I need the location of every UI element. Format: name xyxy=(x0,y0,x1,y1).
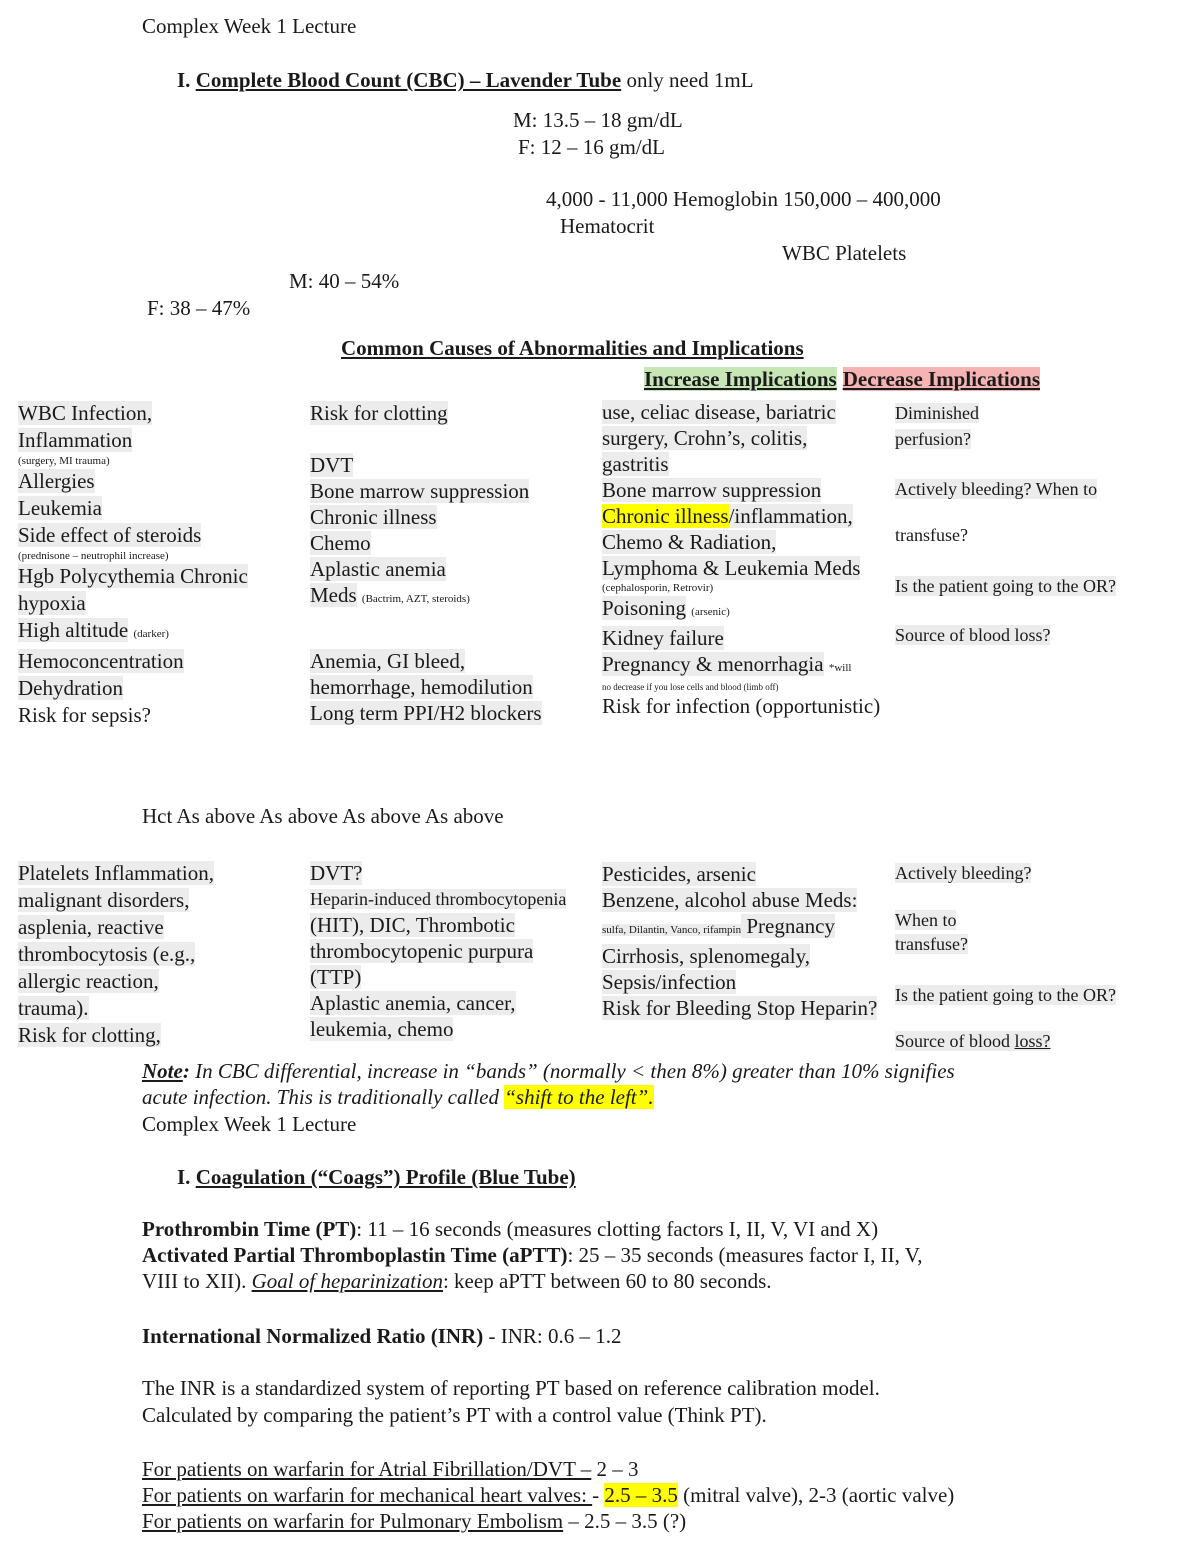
cause-item: High altitude xyxy=(18,618,129,642)
warfarin-valve-range: (mitral valve), 2-3 (aortic valve) xyxy=(677,1483,955,1507)
decrease-implication-item: Is the patient going to the OR? xyxy=(895,576,1116,596)
decrease-cause-item: Meds xyxy=(310,583,357,607)
decrease-cause-item: Pesticides, arsenic xyxy=(602,862,756,886)
cause-note: sulfa, Dilantin, Vanco, rifampin xyxy=(602,924,742,936)
cause-note: (prednisone – neutrophil increase) xyxy=(18,550,169,562)
cause-item: Leukemia xyxy=(18,496,102,520)
wbc-platelets-label: WBC Platelets xyxy=(782,241,907,265)
decrease-cause-item: Chemo & Radiation, xyxy=(602,530,777,554)
cause-note: (surgery, MI trauma) xyxy=(18,455,110,467)
aptt-line-2 xyxy=(142,1271,772,1292)
cause-note: (arsenic) xyxy=(691,606,730,618)
decrease-cause-item: Lymphoma & Leukemia Meds xyxy=(602,556,861,580)
note-label: Note xyxy=(142,1059,183,1083)
cause-note: *will xyxy=(828,662,852,674)
coag-heading xyxy=(177,1167,576,1188)
cause-item: asplenia, reactive xyxy=(18,915,164,939)
inr-label: International Normalized Ratio (INR) xyxy=(142,1324,484,1348)
decrease-implication-item: transfuse? xyxy=(895,525,968,545)
page-title-repeat: Complex Week 1 Lecture xyxy=(142,1112,357,1136)
cause-item: allergic reaction, xyxy=(18,969,159,993)
note-text: acute infection. This is traditionally called xyxy=(142,1085,505,1109)
inr-line xyxy=(142,1326,621,1347)
implication-item: DVT? xyxy=(310,861,363,885)
decrease-cause-item: Sepsis/infection xyxy=(602,970,737,994)
decrease-implication-item: When to xyxy=(895,910,957,930)
decrease-cause-item: Cirrhosis, splenomegaly, xyxy=(602,944,811,968)
warfarin-afib-label: For patients on warfarin for Atrial Fibrillation/DVT – xyxy=(142,1457,592,1481)
page-title: Complex Week 1 Lecture xyxy=(142,14,357,38)
platelets-increase-causes: Platelets Inflammation, xyxy=(18,861,214,885)
cause-item: Dehydration xyxy=(18,676,123,700)
decrease-cause-item: Long term PPI/H2 blockers xyxy=(310,701,542,725)
note-line-1 xyxy=(142,1061,955,1082)
warfarin-pe-label: For patients on warfarin for Pulmonary Embolism xyxy=(142,1509,564,1533)
decrease-cause-item: Risk for infection (opportunistic) xyxy=(602,694,881,718)
cause-item: hypoxia xyxy=(18,591,86,615)
hct-female-range: F: 38 – 47% xyxy=(147,296,251,320)
decrease-cause-item: Aplastic anemia, cancer, xyxy=(310,991,516,1015)
decrease-cause-item: Aplastic anemia xyxy=(310,557,446,581)
cause-item: malignant disorders, xyxy=(18,888,190,912)
cbc-values-line: 4,000 - 11,000 Hemoglobin 150,000 – 400,000 xyxy=(546,187,941,211)
decrease-cause-item: hemorrhage, hemodilution xyxy=(310,675,533,699)
decrease-cause-item: Poisoning xyxy=(602,596,687,620)
cause-item: Side effect of steroids xyxy=(18,523,202,547)
pt-label: Prothrombin Time (PT) xyxy=(142,1217,357,1241)
cbc-title-suffix: only need 1mL xyxy=(621,68,754,92)
cause-item: Allergies xyxy=(18,469,95,493)
implications-header xyxy=(644,369,1040,390)
cause-note: (darker) xyxy=(133,628,169,640)
cause-note: no decrease if you lose cells and blood (limb off) xyxy=(602,682,779,692)
cbc-heading xyxy=(177,70,754,91)
implication-item: Heparin-induced thrombocytopenia xyxy=(310,889,567,909)
decrease-implication-item: Risk for Bleeding Stop Heparin? xyxy=(602,996,878,1020)
cbc-section-number: I. xyxy=(177,68,191,92)
decrease-cause-item: Kidney failure xyxy=(602,626,724,650)
goal-label: Goal of heparinization xyxy=(251,1269,443,1293)
goal-text: : keep aPTT between 60 to 80 seconds. xyxy=(442,1269,772,1293)
hematocrit-label: Hematocrit xyxy=(560,214,655,238)
decrease-implication-item: Actively bleeding? When to xyxy=(895,479,1098,499)
decrease-cause-item: Pregnancy & menorrhagia xyxy=(602,652,824,676)
implication-item: thrombocytopenic purpura xyxy=(310,939,534,963)
warfarin-valve-label: For patients on warfarin for mechanical heart valves: xyxy=(142,1483,593,1507)
block2-col1 xyxy=(18,860,214,1049)
aptt-label: Activated Partial Thromboplastin Time (aPTT) xyxy=(142,1243,568,1267)
hct-row: Hct As above As above As above As above xyxy=(142,804,504,828)
cause-item: Inflammation xyxy=(18,428,133,452)
decrease-cause-item: Chemo xyxy=(310,531,371,555)
warfarin-afib-line xyxy=(142,1459,639,1480)
decrease-implication-item: Source of blood loss? xyxy=(895,625,1051,645)
cause-item: Risk for sepsis? xyxy=(18,703,151,727)
hgb-increase-causes: Hgb Polycythemia Chronic xyxy=(18,564,248,588)
hct-male-range: M: 40 – 54% xyxy=(289,269,400,293)
cause-item: Risk for clotting, xyxy=(18,1023,161,1047)
warfarin-afib-range: 2 – 3 xyxy=(591,1457,639,1481)
hgb-male-range: M: 13.5 – 18 gm/dL xyxy=(513,108,683,132)
note-colon: : xyxy=(182,1059,190,1083)
decrease-implication-item: Is the patient going to the OR? xyxy=(895,985,1116,1005)
decrease-implications-label: Decrease Implications xyxy=(842,367,1041,391)
decrease-implication-item: Actively bleeding? xyxy=(895,863,1032,883)
note-line-2 xyxy=(142,1087,654,1108)
pt-text: : 11 – 16 seconds (measures clotting factors I, II, V, VI and X) xyxy=(356,1217,879,1241)
hgb-female-range: F: 12 – 16 gm/dL xyxy=(518,135,666,159)
pt-line xyxy=(142,1219,878,1240)
block1-col4 xyxy=(895,400,1116,648)
inr-text: - INR: 0.6 – 1.2 xyxy=(483,1324,622,1348)
block1-col1 xyxy=(18,400,248,729)
block1-col2 xyxy=(310,400,542,726)
block2-col4 xyxy=(895,860,1116,1054)
warfarin-valve-line xyxy=(142,1485,954,1506)
cbc-title: Complete Blood Count (CBC) – Lavender Tube xyxy=(195,68,622,92)
decrease-cause-item: Chronic illness xyxy=(310,505,437,529)
decrease-cause-item: DVT xyxy=(310,453,354,477)
wbc-increase-causes: WBC Infection, xyxy=(18,401,153,425)
warfarin-valve-dash: - xyxy=(592,1483,605,1507)
cause-item: thrombocytosis (e.g., xyxy=(18,942,196,966)
causes-heading: Common Causes of Abnormalities and Implications xyxy=(341,336,804,360)
decrease-cause-item: gastritis xyxy=(602,452,669,476)
decrease-cause-item: Benzene, alcohol abuse Meds: xyxy=(602,888,858,912)
aptt-text: : 25 – 35 seconds (measures factor I, II, V, xyxy=(567,1243,923,1267)
implication-item: Risk for clotting xyxy=(310,401,448,425)
block1-col3 xyxy=(602,399,880,719)
decrease-cause-item: Bone marrow suppression xyxy=(602,478,822,502)
decrease-cause-item: Bone marrow suppression xyxy=(310,479,530,503)
decrease-cause-item: /inflammation, xyxy=(728,504,853,528)
warfarin-pe-range: – 2.5 – 3.5 (?) xyxy=(563,1509,687,1533)
increase-implications-label: Increase Implications xyxy=(644,367,837,391)
decrease-implication-item: loss? xyxy=(1014,1031,1051,1051)
cause-item: trauma). xyxy=(18,996,89,1020)
decrease-cause-item: use, celiac disease, bariatric xyxy=(602,400,836,424)
implication-item: (TTP) xyxy=(310,965,362,989)
implication-item: (HIT), DIC, Thrombotic xyxy=(310,913,515,937)
inr-description-1: The INR is a standardized system of reporting PT based on reference calibration model. xyxy=(142,1376,880,1400)
decrease-implication-item: Diminished xyxy=(895,403,979,423)
cause-note: (cephalosporin, Retrovir) xyxy=(602,582,714,594)
cause-item: Hemoconcentration xyxy=(18,649,184,673)
note-text: In CBC differential, increase in “bands” (normally < then 8%) greater than 10% signifies xyxy=(189,1059,955,1083)
inr-description-2: Calculated by comparing the patient’s PT with a control value (Think PT). xyxy=(142,1403,767,1427)
decrease-implication-item: Source of blood xyxy=(895,1031,1015,1051)
decrease-cause-item: leukemia, chemo xyxy=(310,1017,454,1041)
block2-col3 xyxy=(602,861,877,1021)
shift-to-left-highlight: “shift to the left”. xyxy=(504,1085,654,1109)
decrease-implication-item: transfuse? xyxy=(895,934,968,954)
aptt-line xyxy=(142,1245,922,1266)
decrease-cause-item: surgery, Crohn’s, colitis, xyxy=(602,426,808,450)
warfarin-pe-line xyxy=(142,1511,686,1532)
decrease-cause-item: Pregnancy xyxy=(741,914,835,938)
highlighted-cause: Chronic illness xyxy=(602,504,729,528)
warfarin-valve-highlight: 2.5 – 3.5 xyxy=(604,1483,678,1507)
decrease-implication-item: perfusion? xyxy=(895,429,971,449)
block2-col2 xyxy=(310,860,566,1042)
coag-title: Coagulation (“Coags”) Profile (Blue Tube) xyxy=(195,1165,576,1189)
coag-section-number: I. xyxy=(177,1165,191,1189)
cause-note: (Bactrim, AZT, steroids) xyxy=(361,593,470,605)
decrease-cause-item: Anemia, GI bleed, xyxy=(310,649,466,673)
aptt-text-2: VIII to XII). xyxy=(142,1269,252,1293)
